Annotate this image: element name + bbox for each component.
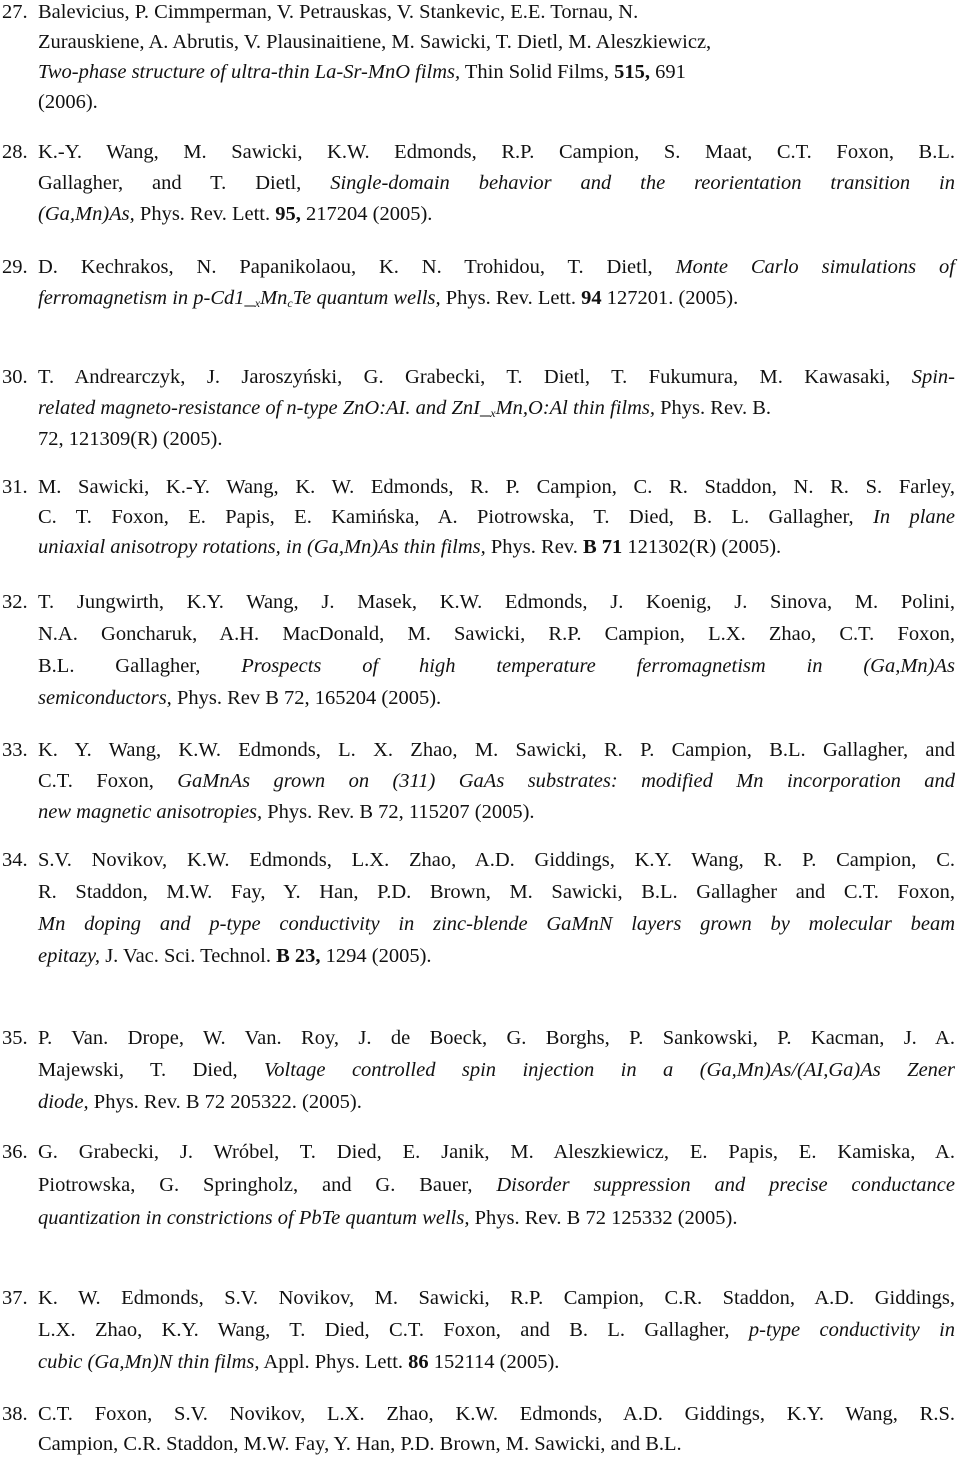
volume-number: 95, [275,203,301,225]
reference-line [38,1058,955,1082]
citation-text: Phys. Rev. B 72 125332 (2005). [469,1207,738,1229]
reference-line [38,1173,955,1197]
reference-number: 34. [2,849,28,871]
citation-text: G. Grabecki, J. Wróbel, T. Died, E. Janik, M. Aleszkiewicz, E. Papis, E. Kamiska, A. [38,1141,955,1163]
citation-text: 152114 (2005). [428,1351,560,1373]
reference-line [38,60,686,84]
reference-line [38,30,711,54]
article-title-text: Spin- [911,366,955,388]
citation-text: Campion, C.R. Staddon, M.W. Fay, Y. Han, P.D. Brown, M. Sawicki, and B.L. [38,1433,682,1455]
article-title-text: cubic (Ga,Mn)N thin films, [38,1351,260,1373]
reference-line [38,944,432,968]
reference-line [38,912,955,936]
citation-text: B.L. Gallagher, [38,655,242,677]
reference-line [2,365,955,389]
reference-number: 32. [2,591,28,613]
citation-text: (2006). [38,91,98,113]
article-title-text: Te quantum wells, [292,287,441,309]
reference-number: 29. [2,256,28,278]
article-title-text: Disorder suppression and precise conductance [496,1174,955,1196]
reference-line [38,800,535,824]
article-title-text: Monte Carlo simulations of [675,256,955,278]
reference-line [38,1318,955,1342]
reference-line [38,535,781,559]
reference-line [38,769,955,793]
reference-line [38,1090,362,1114]
volume-number: B 23, [276,945,321,967]
citation-text: 72, 121309(R) (2005). [38,428,223,450]
reference-line [38,1432,682,1456]
reference-number: 37. [2,1287,28,1309]
article-title-text: GaMnAs grown on (311) GaAs substrates: modified Mn incorporation and [177,770,955,792]
reference-number: 27. [2,1,28,23]
citation-text: L.X. Zhao, K.Y. Wang, T. Died, C.T. Foxon, and B. L. Gallagher, [38,1319,749,1341]
reference-number: 36. [2,1141,28,1163]
article-title-text: x [254,296,261,310]
citation-text: P. Van. Drope, W. Van. Roy, J. de Boeck, G. Borghs, P. Sankowski, P. Kacman, J. A. [38,1027,955,1049]
reference-line [2,140,955,164]
reference-number: 30. [2,366,28,388]
article-title-text: Two-phase structure of ultra-thin La-Sr-MnO films, [38,61,461,83]
citation-text: Phys. Rev. B. [655,397,772,419]
article-title-text: (Ga,Mn)As, [38,203,135,225]
volume-number: 515, [614,61,650,83]
article-title-text: In plane [873,506,956,528]
reference-line [2,590,955,614]
citation-text: 217204 (2005). [300,203,433,225]
citation-text: M. Sawicki, K.-Y. Wang, K. W. Edmonds, R. P. Campion, C. R. Staddon, N. R. S. Farley, [38,476,955,498]
citation-text: Phys. Rev. B 72 205322. (2005). [88,1091,362,1113]
article-title-text: Prospects of high temperature ferromagnetism in (Ga,Mn)As [241,655,955,677]
article-title-text: Mn [260,287,288,309]
citation-text: K. Y. Wang, K.W. Edmonds, L. X. Zhao, M. Sawicki, R. P. Campion, B.L. Gallagher, and [38,739,955,761]
citation-text: K.-Y. Wang, M. Sawicki, K.W. Edmonds, R.P. Campion, S. Maat, C.T. Foxon, B.L. [38,141,955,163]
article-title-text: c [287,296,293,310]
citation-text: N.A. Goncharuk, A.H. MacDonald, M. Sawicki, R.P. Campion, L.X. Zhao, C.T. Foxon, [38,623,955,645]
volume-number: 86 [408,1351,429,1373]
citation-text: Phys. Rev B 72, 165204 (2005). [171,687,442,709]
citation-text: Majewski, T. Died, [38,1059,265,1081]
reference-number: 28. [2,141,28,163]
article-title-text: new magnetic anisotropies, [38,801,263,823]
reference-line [2,848,955,872]
reference-line [2,0,638,24]
reference-line [38,505,955,529]
article-title-text: Voltage controlled spin injection in a (Ga,Mn)As/(AI,Ga)As Zener [264,1059,955,1081]
citation-text: 127201. (2005). [601,287,739,309]
reference-line [2,255,955,279]
article-title-text: uniaxial anisotropy rotations, in (Ga,Mn)As thin films, [38,536,486,558]
citation-text: Phys. Rev. B 72, 115207 (2005). [262,801,535,823]
reference-line [2,1402,955,1426]
citation-text: Gallagher, and T. Dietl, [38,172,331,194]
citation-text: Phys. Rev. [485,536,583,558]
citation-text: Zurauskiene, A. Abrutis, V. Plausinaitiene, M. Sawicki, T. Dietl, M. Aleszkiewicz, [38,31,712,53]
citation-text: Appl. Phys. Lett. [259,1351,409,1373]
reference-line [38,171,955,195]
article-title-text: diode, [38,1091,89,1113]
volume-number: B 71 [582,536,623,558]
article-title-text: related magneto-resistance of n-type ZnO:AI. and ZnI_ [38,397,491,419]
reference-line [38,427,222,451]
reference-number: 35. [2,1027,28,1049]
citation-text: Phys. Rev. Lett. [134,203,276,225]
citation-text: Balevicius, P. Cimmperman, V. Petrauskas, V. Stankevic, E.E. Tornau, N. [38,1,639,23]
article-title-text: Single-domain behavior and the reorientation transition in [330,172,955,194]
citation-text: R. Staddon, M.W. Fay, Y. Han, P.D. Brown, M. Sawicki, B.L. Gallagher and C.T. Foxon, [38,881,955,903]
reference-line [38,654,955,678]
article-title-text: quantization in constrictions of PbTe quantum wells, [38,1207,470,1229]
citation-text: C.T. Foxon, [38,770,178,792]
volume-number: 94 [581,287,602,309]
reference-line [38,396,771,420]
citation-text: C.T. Foxon, S.V. Novikov, L.X. Zhao, K.W. Edmonds, A.D. Giddings, K.Y. Wang, R.S. [38,1403,955,1425]
reference-line [38,1206,738,1230]
reference-line [38,202,432,226]
citation-text: 121302(R) (2005). [622,536,782,558]
article-title-text: Mn,O:Al thin films, [495,397,656,419]
article-title-text: Mn doping and p-type conductivity in zinc-blende GaMnN layers grown by molecular beam [38,913,955,935]
reference-line [2,1140,955,1164]
reference-line [2,475,955,499]
article-title-text: epitazy, [38,945,101,967]
reference-line [2,1286,955,1310]
citation-text: 691 [649,61,686,83]
citation-text: 1294 (2005). [320,945,432,967]
article-title-text: p-type conductivity in [748,1319,956,1341]
reference-number: 38. [2,1403,28,1425]
citation-text: Phys. Rev. Lett. [440,287,582,309]
reference-line [38,880,955,904]
citation-text: Thin Solid Films, [460,61,615,83]
reference-line [38,90,98,114]
reference-line [2,1026,955,1050]
article-title-text: semiconductors, [38,687,172,709]
citation-text: C. T. Foxon, E. Papis, E. Kamińska, A. Piotrowska, T. Died, B. L. Gallagher, [38,506,873,528]
reference-number: 33. [2,739,28,761]
citation-text: Piotrowska, G. Springholz, and G. Bauer, [38,1174,497,1196]
article-title-text: x [490,406,496,420]
citation-text: T. Andrearczyk, J. Jaroszyński, G. Grabecki, T. Dietl, T. Fukumura, M. Kawasaki, [38,366,912,388]
citation-text: K. W. Edmonds, S.V. Novikov, M. Sawicki, R.P. Campion, C.R. Staddon, A.D. Giddings, [38,1287,955,1309]
reference-line [38,686,441,710]
citation-text: J. Vac. Sci. Technol. [100,945,277,967]
article-title-text: ferromagnetism in p-Cd1_ [38,287,255,309]
reference-line [2,738,955,762]
citation-text: D. Kechrakos, N. Papanikolaou, K. N. Trohidou, T. Dietl, [38,256,676,278]
reference-number: 31. [2,476,28,498]
reference-line [38,622,955,646]
citation-text: T. Jungwirth, K.Y. Wang, J. Masek, K.W. Edmonds, J. Koenig, J. Sinova, M. Polini, [38,591,955,613]
reference-line [38,1350,559,1374]
citation-text: S.V. Novikov, K.W. Edmonds, L.X. Zhao, A.D. Giddings, K.Y. Wang, R. P. Campion, C. [38,849,955,871]
reference-line [38,286,738,310]
